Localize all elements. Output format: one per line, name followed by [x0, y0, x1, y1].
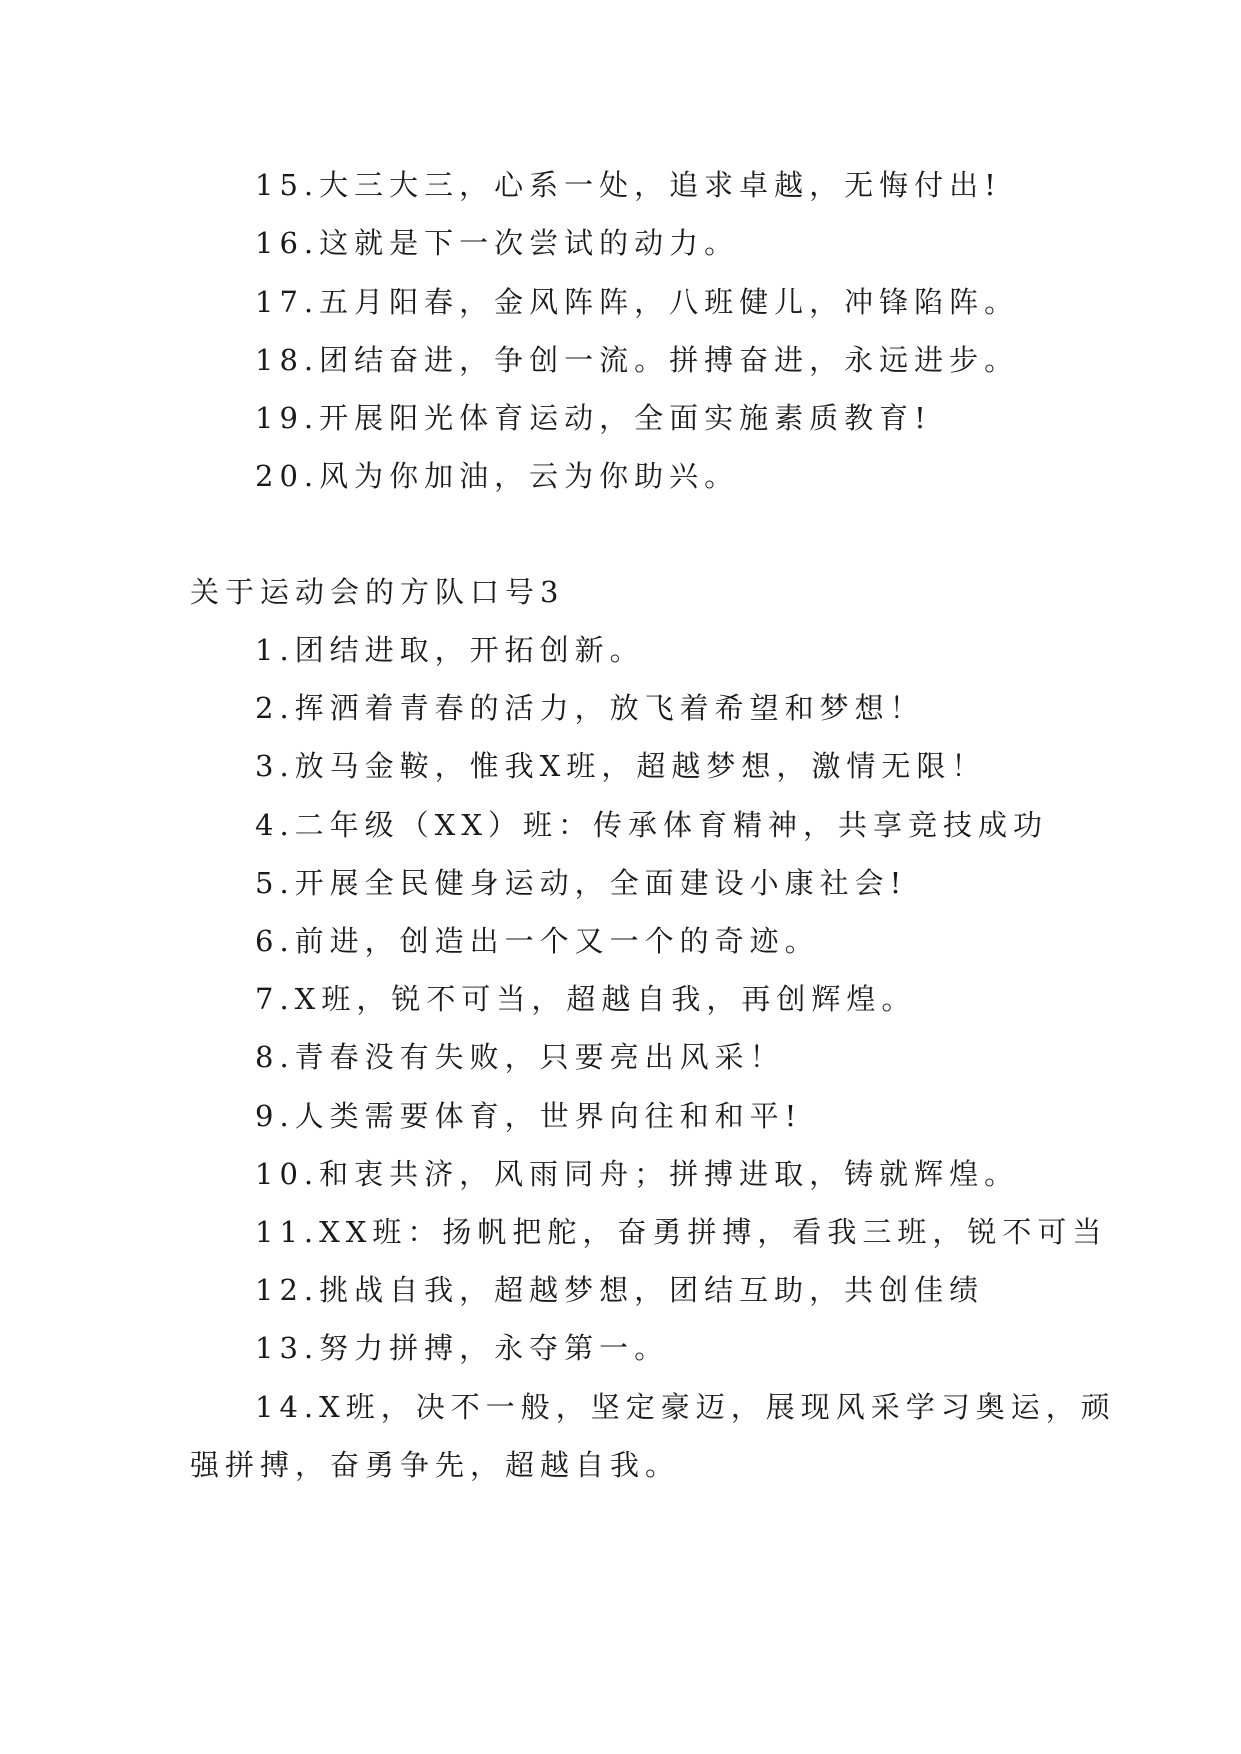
slogan-line-5: 5.开展全民健身运动，全面建设小康社会!: [255, 866, 908, 900]
slogan-line-15: 15.大三大三，心系一处，追求卓越，无悔付出!: [255, 168, 1002, 202]
slogan-line-16: 16.这就是下一次尝试的动力。: [255, 226, 740, 260]
slogan-line-3: 3.放马金鞍，惟我X班，超越梦想，激情无限！: [255, 749, 987, 783]
slogan-line-11: 11.XX班：扬帆把舵，奋勇拼搏，看我三班，锐不可当: [255, 1215, 1108, 1249]
slogan-line-12: 12.挑战自我，超越梦想，团结互助，共创佳绩: [255, 1273, 985, 1307]
slogan-line-2: 2.挥洒着青春的活力，放飞着希望和梦想！: [255, 691, 925, 725]
slogan-line-14: 14.X班，决不一般，坚定豪迈，展现风采学习奥运，顽: [255, 1390, 1116, 1424]
slogan-line-7: 7.X班，锐不可当，超越自我，再创辉煌。: [255, 982, 917, 1016]
slogan-line-17: 17.五月阳春，金风阵阵，八班健儿，冲锋陷阵。: [255, 285, 1020, 319]
slogan-line-10: 10.和衷共济，风雨同舟；拼搏进取，铸就辉煌。: [255, 1157, 1020, 1191]
slogan-line-14-continued: 强拼搏，奋勇争先，超越自我。: [190, 1448, 681, 1482]
slogan-line-1: 1.团结进取，开拓创新。: [255, 633, 645, 667]
section-title: 关于运动会的方队口号3: [190, 575, 565, 609]
slogan-line-18: 18.团结奋进，争创一流。拼搏奋进，永远进步。: [255, 343, 1020, 377]
slogan-line-20: 20.风为你加油，云为你助兴。: [255, 459, 740, 493]
slogan-line-6: 6.前进，创造出一个又一个的奇迹。: [255, 924, 820, 958]
slogan-line-9: 9.人类需要体育，世界向往和和平!: [255, 1099, 803, 1133]
slogan-line-8: 8.青春没有失败，只要亮出风采！: [255, 1040, 785, 1074]
slogan-line-4: 4.二年级（XX）班：传承体育精神，共享竞技成功: [255, 808, 1048, 842]
slogan-line-13: 13.努力拼搏，永夺第一。: [255, 1331, 670, 1365]
slogan-line-19: 19.开展阳光体育运动，全面实施素质教育!: [255, 401, 932, 435]
